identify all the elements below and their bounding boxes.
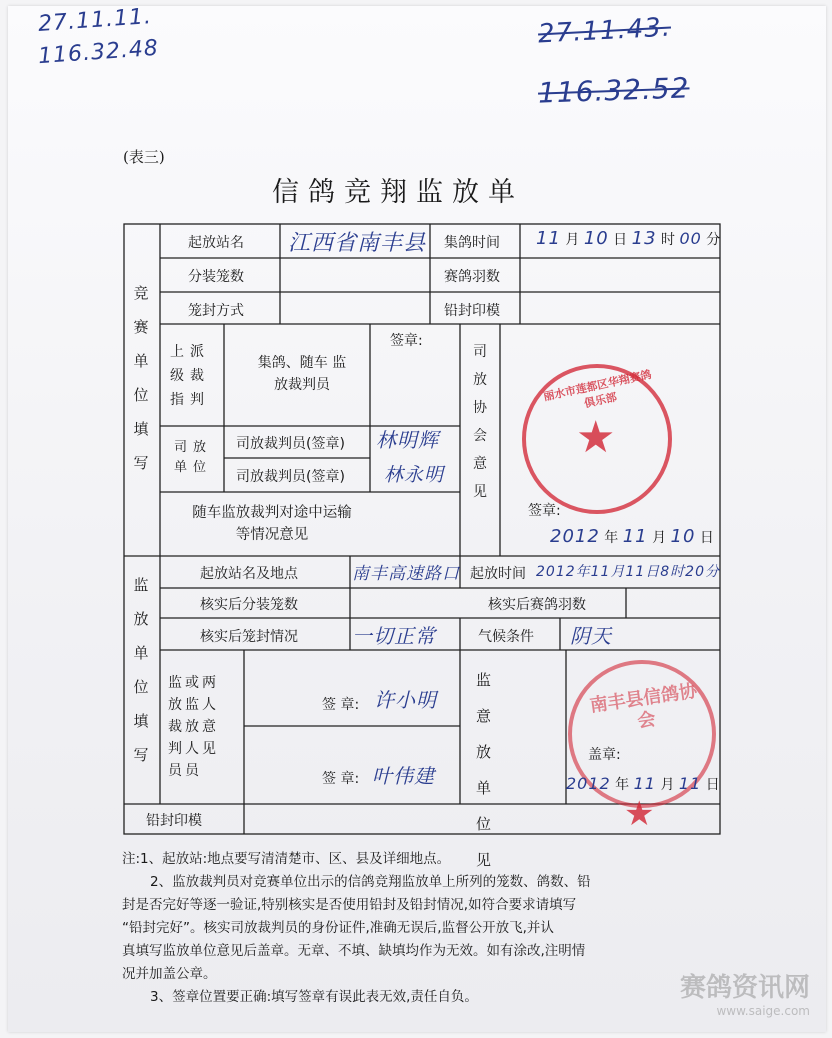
assoc-year: 2012 bbox=[550, 526, 600, 547]
form-title: 信鸽竞翔监放单 bbox=[272, 177, 524, 208]
release-unit-label: 司放单位 bbox=[174, 440, 213, 475]
start-station-label: 起放站名 bbox=[188, 235, 244, 251]
weather-value: 阴天 bbox=[570, 624, 612, 648]
assoc-month-unit: 月 bbox=[652, 530, 667, 546]
assoc-sign-label: 签章: bbox=[528, 503, 561, 519]
note-line-1: 注:1、起放站:地点要写清清楚市、区、县及详细地点。 bbox=[122, 851, 451, 867]
release-time-value: 2012年11月11日8时20分 bbox=[536, 564, 720, 580]
table-tag: (表三) bbox=[123, 148, 165, 166]
collect-month-unit: 月 bbox=[565, 232, 580, 248]
club-stamp-text: 丽水市莲都区华翔赛鸽俱乐部 bbox=[542, 367, 653, 411]
start-station-value: 江西省南丰县 bbox=[288, 231, 427, 256]
sign-label-upper: 签章: bbox=[390, 333, 423, 349]
collect-min-unit: 分 bbox=[706, 232, 721, 248]
sign-label-1: 签 章: bbox=[322, 697, 360, 713]
sign-label-2: 签 章: bbox=[322, 771, 360, 787]
assoc-month: 11 bbox=[622, 526, 648, 547]
seal-method-label: 笼封方式 bbox=[188, 303, 244, 319]
watermark-url: www.saige.com bbox=[716, 1004, 810, 1018]
association-stamp-text: 南丰县信鸽协会 bbox=[588, 680, 699, 733]
assoc-day: 10 bbox=[670, 526, 696, 547]
supervisor-label: 监或两 放监人 裁放意 判人见 员员 bbox=[168, 675, 219, 779]
collect-month: 11 bbox=[536, 228, 561, 249]
verified-seal-label: 核实后笼封情况 bbox=[200, 629, 298, 645]
bird-count-label: 赛鸽羽数 bbox=[444, 269, 500, 285]
release-time-label: 起放时间 bbox=[470, 566, 526, 582]
transport-opinion-label: 随车监放裁判对途中运输等情况意见 bbox=[192, 505, 352, 543]
seal-month-unit: 月 bbox=[660, 777, 675, 793]
seal-date bbox=[566, 774, 720, 794]
note-line-3: 封是否完好等逐一验证,特别核实是否使用铅封及铅封情况,如符合要求请填写 bbox=[122, 897, 577, 913]
collect-day-unit: 日 bbox=[613, 232, 628, 248]
seal-sign-label: 盖章: bbox=[588, 747, 621, 763]
referee-desc: 集鸽、随车 监放裁判员 bbox=[257, 355, 347, 393]
seal-month: 11 bbox=[633, 774, 656, 793]
collect-hour-unit: 时 bbox=[660, 232, 675, 248]
lead-seal-label: 铅封印模 bbox=[444, 303, 500, 319]
note-line-4: “铅封完好”。核实司放裁判员的身份证件,准确无误后,监督公开放飞,并认 bbox=[122, 920, 554, 936]
cage-count-label: 分装笼数 bbox=[188, 269, 244, 285]
sign-value-2: 叶伟建 bbox=[372, 764, 435, 788]
collect-min: 00 bbox=[679, 229, 702, 248]
supervise-unit-opinion-label: 监意放单位见 bbox=[476, 671, 518, 869]
handwritten-top-right-2: 116.32.52 bbox=[537, 71, 691, 110]
assoc-day-unit: 日 bbox=[699, 530, 714, 546]
star-icon: ★ bbox=[624, 794, 655, 834]
sign-value-1: 许小明 bbox=[374, 688, 437, 712]
handwritten-top-left-1: 27.11.11. bbox=[37, 4, 153, 37]
referee-sign2-value: 林永明 bbox=[384, 464, 445, 486]
upper-assign-label: 上派级裁指判 bbox=[170, 344, 210, 408]
collect-day: 10 bbox=[583, 228, 609, 249]
section1-label: 竞赛单位填写 bbox=[133, 284, 149, 472]
handwritten-top-right-1: 27.11.43. bbox=[537, 12, 672, 50]
section2-label: 监放单位填写 bbox=[133, 576, 149, 764]
seal-year-unit: 年 bbox=[615, 777, 630, 793]
star-icon: ★ bbox=[576, 412, 616, 463]
site-watermark bbox=[680, 967, 810, 1018]
note-line-2: 2、监放裁判员对竞赛单位出示的信鸽竞翔监放单上所列的笼数、鸽数、铅 bbox=[150, 874, 591, 890]
referee-sign2-label: 司放裁判员(签章) bbox=[236, 469, 345, 485]
seal-day: 11 bbox=[678, 774, 702, 793]
note-line-7: 3、签章位置要正确:填写签章有误此表无效,责任自负。 bbox=[150, 989, 478, 1005]
assoc-opinion-label: 司放协会意见 bbox=[473, 344, 487, 500]
release-station-value: 南丰高速路口 bbox=[352, 564, 460, 584]
handwritten-top-left-2: 116.32.48 bbox=[37, 35, 160, 70]
assoc-date bbox=[550, 526, 714, 547]
release-station-label: 起放站名及地点 bbox=[200, 566, 298, 582]
notes-block bbox=[122, 848, 722, 1009]
seal-year: 2012 bbox=[566, 774, 611, 793]
note-line-6: 况并加盖公章。 bbox=[122, 966, 217, 982]
collect-time-label: 集鸽时间 bbox=[444, 235, 500, 251]
referee-sign1-label: 司放裁判员(签章) bbox=[236, 436, 345, 452]
club-stamp bbox=[522, 364, 672, 514]
collect-hour: 13 bbox=[631, 228, 657, 249]
note-line-5: 真填写监放单位意见后盖章。无章、不填、缺填均作为无效。如有涂改,注明情 bbox=[122, 943, 586, 959]
verified-bird-label: 核实后赛鸽羽数 bbox=[488, 597, 586, 613]
seal-day-unit: 日 bbox=[705, 777, 720, 793]
watermark-name: 赛鸽资讯网 bbox=[679, 973, 810, 1003]
referee-sign1-value: 林明辉 bbox=[376, 428, 439, 452]
assoc-year-unit: 年 bbox=[604, 530, 619, 546]
verified-seal-value: 一切正常 bbox=[352, 624, 436, 648]
weather-label: 气候条件 bbox=[478, 629, 534, 645]
footer-lead-seal-label: 铅封印模 bbox=[146, 813, 202, 829]
verified-cage-label: 核实后分装笼数 bbox=[200, 597, 298, 613]
collect-time-row bbox=[536, 228, 720, 249]
